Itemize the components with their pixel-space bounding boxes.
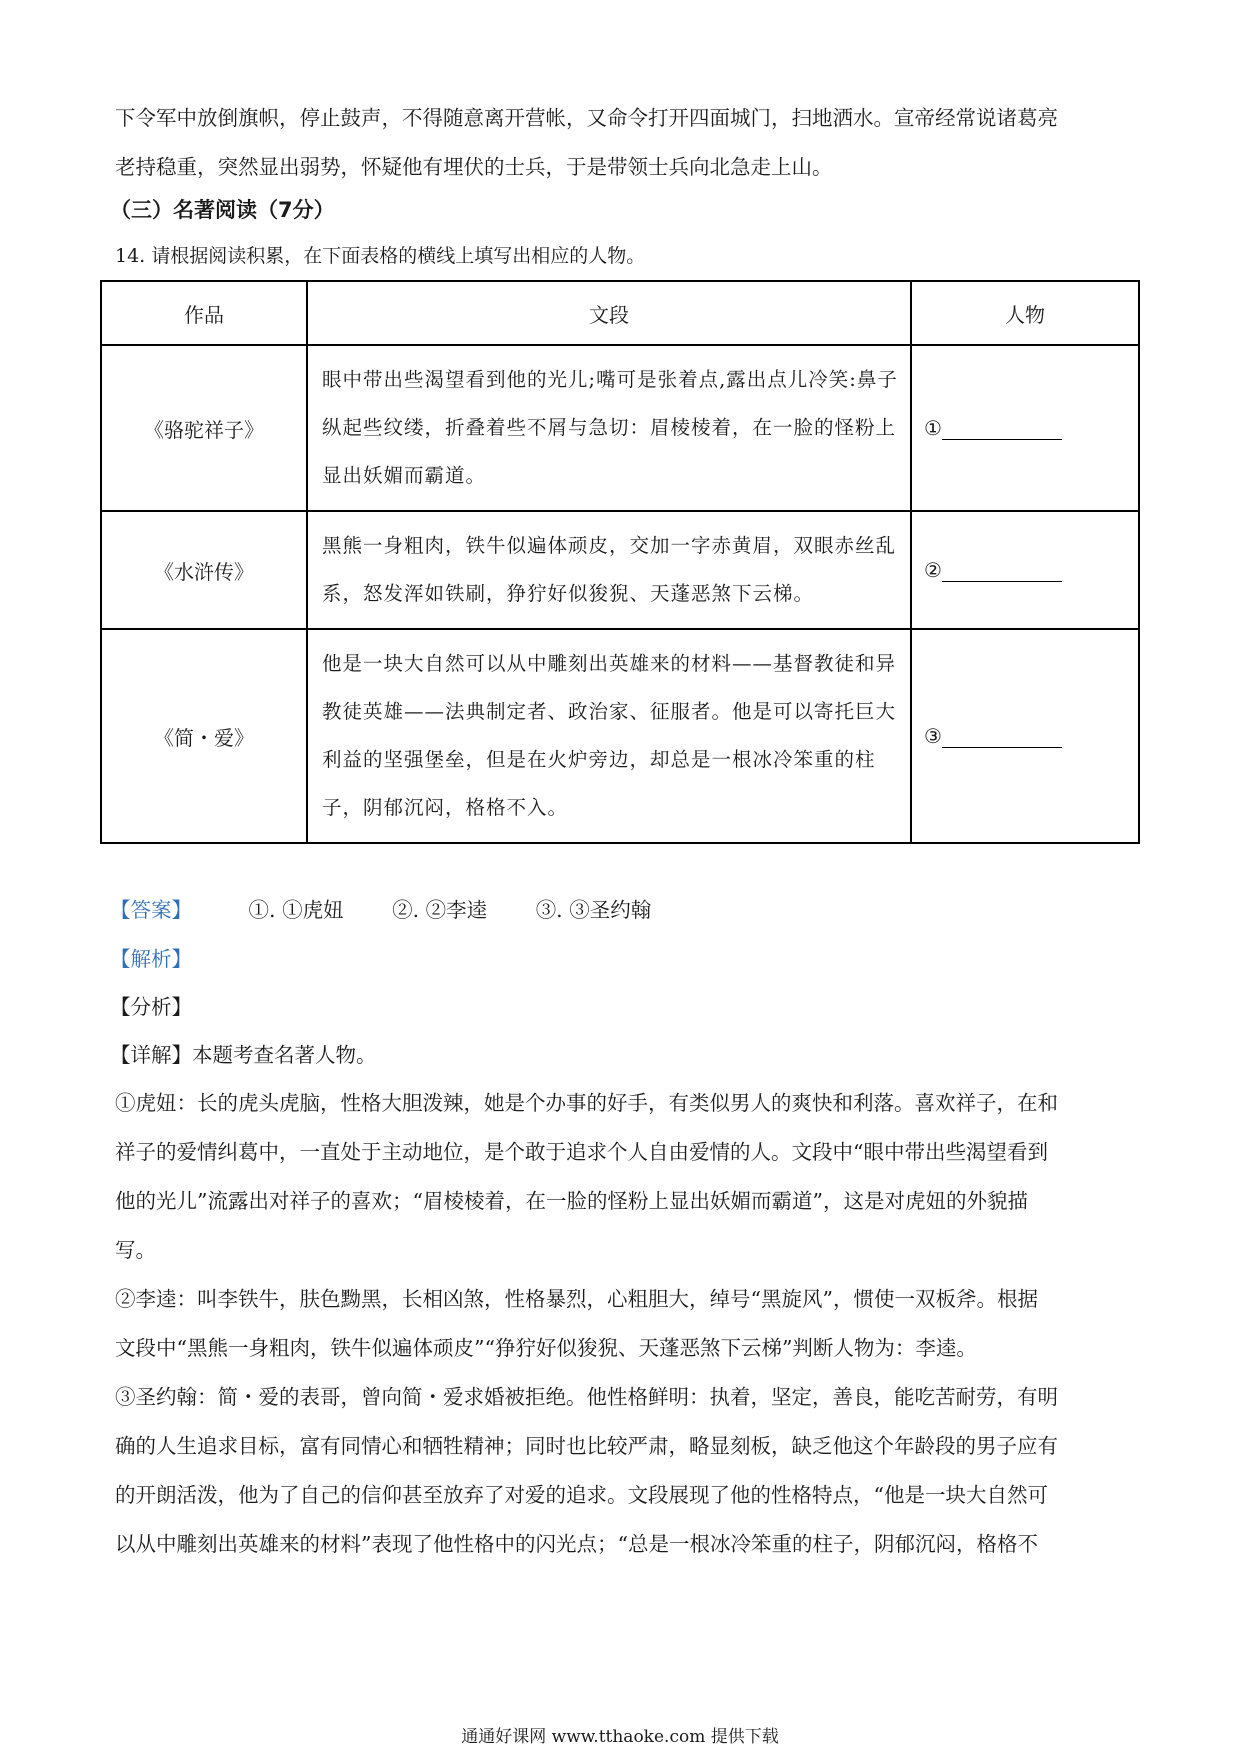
intro-line-1: 下令军中放倒旗帜，停止鼓声，不得随意离开营帐，又命令打开四面城门，扫地洒水。宣帝经常说诸葛亮 — [115, 106, 1058, 130]
table-row — [101, 629, 1139, 843]
work-title: 《水浒传》 — [101, 511, 307, 629]
header-passage: 文段 — [307, 281, 911, 345]
explanation-line: 文段中“黑熊一身粗肉，铁牛似遍体顽皮”“狰狞好似狻猊、天蓬恶煞下云梯”判断人物为：李逵。 — [115, 1336, 977, 1360]
explanation-line: 祥子的爱情纠葛中，一直处于主动地位，是个敢于追求个人自由爱情的人。文段中“眼中带出些渴望看到 — [115, 1140, 1048, 1164]
explanation-line: 的开朗活泼，他为了自己的信仰甚至放弃了对爱的追求。文段展现了他的性格特点，“他是一块大自然可 — [115, 1483, 1048, 1507]
blank-marker: ③ — [924, 724, 942, 748]
answer-blank[interactable] — [942, 419, 1062, 440]
explanation-line: 以从中雕刻出英雄来的材料”表现了他性格中的闪光点；“总是一根冰冷笨重的柱子，阴郁沉闷，格格不 — [115, 1532, 1038, 1556]
answer-blank-cell[interactable] — [911, 345, 1139, 511]
work-title: 《骆驼祥子》 — [101, 345, 307, 511]
answer-item: ①. ①虎妞 — [248, 898, 344, 922]
question-text: 14. 请根据阅读积累，在下面表格的横线上填写出相应的人物。 — [115, 245, 646, 267]
page-footer: 通通好课网 www.tthaoke.com 提供下载 — [461, 1727, 779, 1747]
table-header-row — [101, 281, 1139, 345]
answer-item: ②. ②李逵 — [392, 898, 488, 922]
answer-line — [110, 900, 693, 921]
answer-blank[interactable] — [942, 561, 1062, 582]
passage-text: 眼中带出些渴望看到他的光儿;嘴可是张着点,露出点儿冷笑:鼻子纵起些纹缕，折叠着些不屑与急切：眉棱棱着，在一脸的怪粉上显出妖媚而霸道。 — [307, 345, 911, 511]
answer-label: 【答案】 — [110, 898, 192, 922]
intro-line-2: 老持稳重，突然显出弱势，怀疑他有埋伏的士兵，于是带领士兵向北急走上山。 — [115, 155, 833, 179]
explanation-line: ③圣约翰：简・爱的表哥，曾向简・爱求婚被拒绝。他性格鲜明：执着，坚定，善良，能吃苦耐劳，有明 — [115, 1385, 1058, 1409]
table-row — [101, 511, 1139, 629]
table-row — [101, 345, 1139, 511]
detail-line — [110, 1045, 377, 1066]
explanation-line: ①虎妞：长的虎头虎脑，性格大胆泼辣，她是个办事的好手，有类似男人的爽快和利落。喜欢祥子，在和 — [115, 1091, 1058, 1115]
answer-item: ③. ③圣约翰 — [535, 898, 652, 922]
work-title: 《简・爱》 — [101, 629, 307, 843]
passage-text: 他是一块大自然可以从中雕刻出英雄来的材料——基督教徒和异教徒英雄——法典制定者、政治家、征服者。他是可以寄托巨大利益的坚强堡垒，但是在火炉旁边，却总是一根冰冷笨重的柱子，阴郁沉闷，格格不入。 — [307, 629, 911, 843]
passage-text: 黑熊一身粗肉，铁牛似遍体顽皮，交加一字赤黄眉，双眼赤丝乱系，怒发浑如铁刷，狰狞好似狻猊、天蓬恶煞下云梯。 — [307, 511, 911, 629]
blank-marker: ① — [924, 416, 942, 440]
explanation-line: ②李逵：叫李铁牛，肤色黝黑，长相凶煞，性格暴烈，心粗胆大，绰号“黑旋风”，惯使一双板斧。根据 — [115, 1287, 1038, 1311]
header-character: 人物 — [911, 281, 1139, 345]
section-title: （三）名著阅读（7分） — [110, 198, 335, 222]
detail-label: 【详解】 — [110, 1043, 192, 1067]
explanation-line: 写。 — [115, 1238, 156, 1262]
answer-blank[interactable] — [942, 727, 1062, 748]
explanation-line: 他的光儿”流露出对祥子的喜欢；“眉棱棱着，在一脸的怪粉上显出妖媚而霸道”，这是对虎妞的外貌描 — [115, 1189, 1028, 1213]
header-work: 作品 — [101, 281, 307, 345]
explanation-line: 确的人生追求目标，富有同情心和牺牲精神；同时也比较严肃，略显刻板，缺乏他这个年龄段的男子应有 — [115, 1434, 1058, 1458]
works-table — [100, 280, 1140, 844]
detail-text: 本题考查名著人物。 — [192, 1043, 377, 1067]
blank-marker: ② — [924, 558, 942, 582]
analysis-label: 【解析】 — [110, 947, 192, 971]
fenxi-label: 【分析】 — [110, 995, 192, 1019]
answer-blank-cell[interactable] — [911, 629, 1139, 843]
answer-blank-cell[interactable] — [911, 511, 1139, 629]
